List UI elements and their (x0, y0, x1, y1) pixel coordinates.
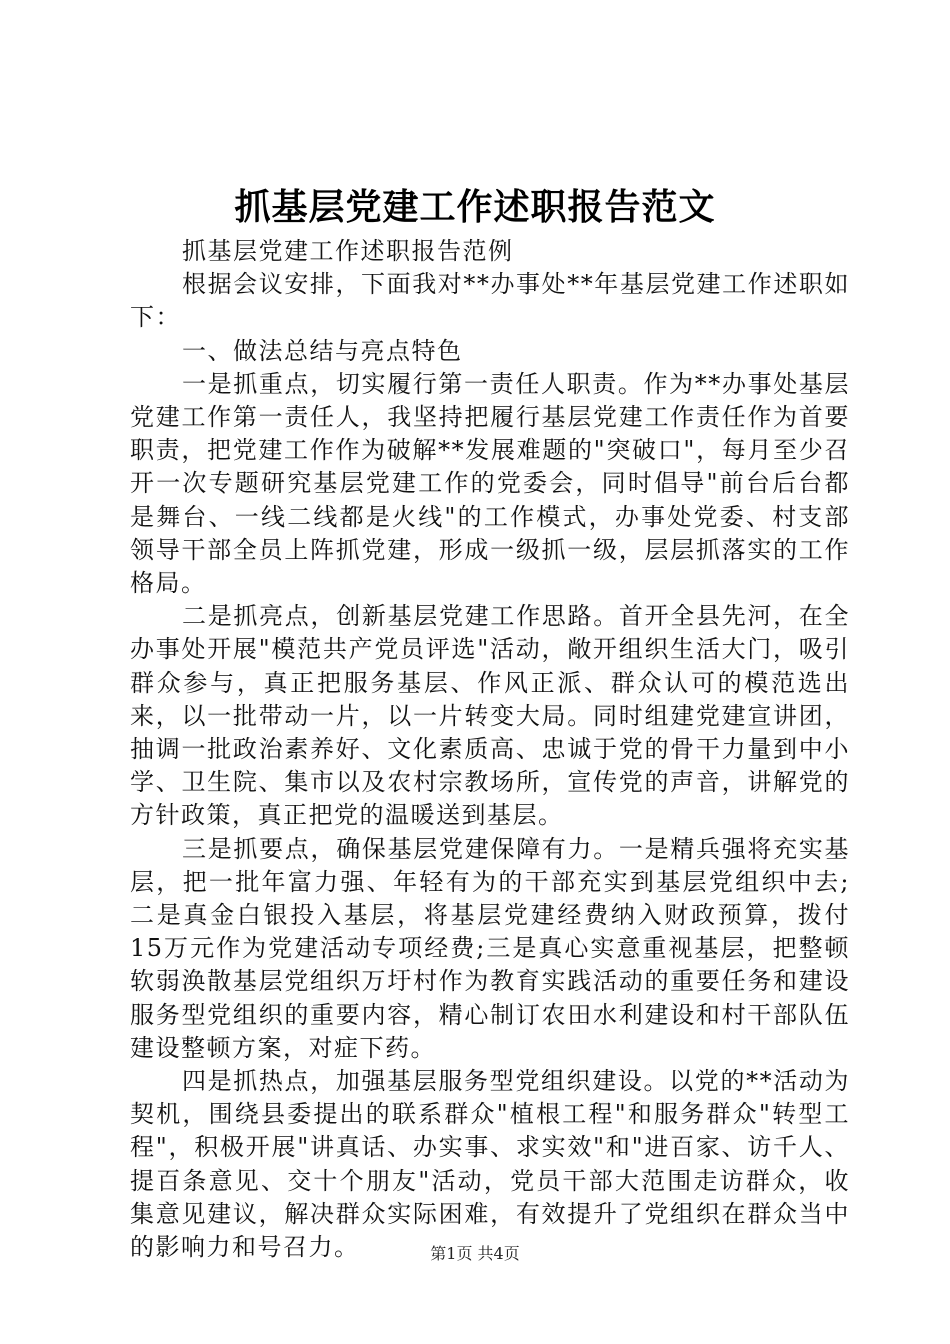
paragraph-subtitle: 抓基层党建工作述职报告范例 (182, 237, 514, 265)
section-heading: 一、做法总结与亮点特色 (182, 336, 463, 365)
paragraph-point-2: 二是抓亮点，创新基层党建工作思路。首开全县先河，在全办事处开展"模范共产党员评选"活动，敞开组织生活大门，吸引群众参与，真正把服务基层、作风正派、群众认可的模范选出来，以一批带动一片，以一片转变大局。同时组建党建宣讲团，抽调一批政治素养好、文化素质高、忠诚于党的骨干力量到中小学、卫生院、集市以及农村宗教场所，宣传党的声音，讲解党的方针政策，真正把党的温暖送到基层。 (130, 602, 850, 830)
paragraph-intro: 根据会议安排，下面我对**办事处**年基层党建工作述职如下： (130, 270, 850, 332)
paragraph-point-1: 一是抓重点，切实履行第一责任人职责。作为**办事处基层党建工作第一责任人，我坚持把履行基层党建工作责任作为首要职责，把党建工作作为破解**发展难题的"突破口"，每月至少召开一次专题研究基层党建工作的党委会，同时倡导"前台后台都是舞台、一线二线都是火线"的工作模式，办事处党委、村支部领导干部全员上阵抓党建，形成一级抓一级，层层抓落实的工作格局。 (130, 369, 850, 598)
page-footer: 第1页 共4页 (430, 1244, 520, 1263)
document-title: 抓基层党建工作述职报告范文 (234, 187, 716, 228)
document-body (130, 235, 850, 1264)
paragraph-point-3: 三是抓要点，确保基层党建保障有力。一是精兵强将充实基层，把一批年富力强、年轻有为的干部充实到基层党组织中去;二是真金白银投入基层，将基层党建经费纳入财政预算，拨付15万元作为党建活动专项经费;三是真心实意重视基层，把整顿软弱涣散基层党组织万圩村作为教育实践活动的重要任务和建设服务型党组织的重要内容，精心制订农田水利建设和村干部队伍建设整顿方案，对症下药。 (130, 834, 850, 1062)
paragraph-point-4: 四是抓热点，加强基层服务型党组织建设。以党的**活动为契机，围绕县委提出的联系群众"植根工程"和服务群众"转型工程"，积极开展"讲真话、办实事、求实效"和"进百家、访千人、提百条意见、交十个朋友"活动，党员干部大范围走访群众，收集意见建议，解决群众实际困难，有效提升了党组织在群众当中的影响力和号召力。 (130, 1067, 850, 1262)
